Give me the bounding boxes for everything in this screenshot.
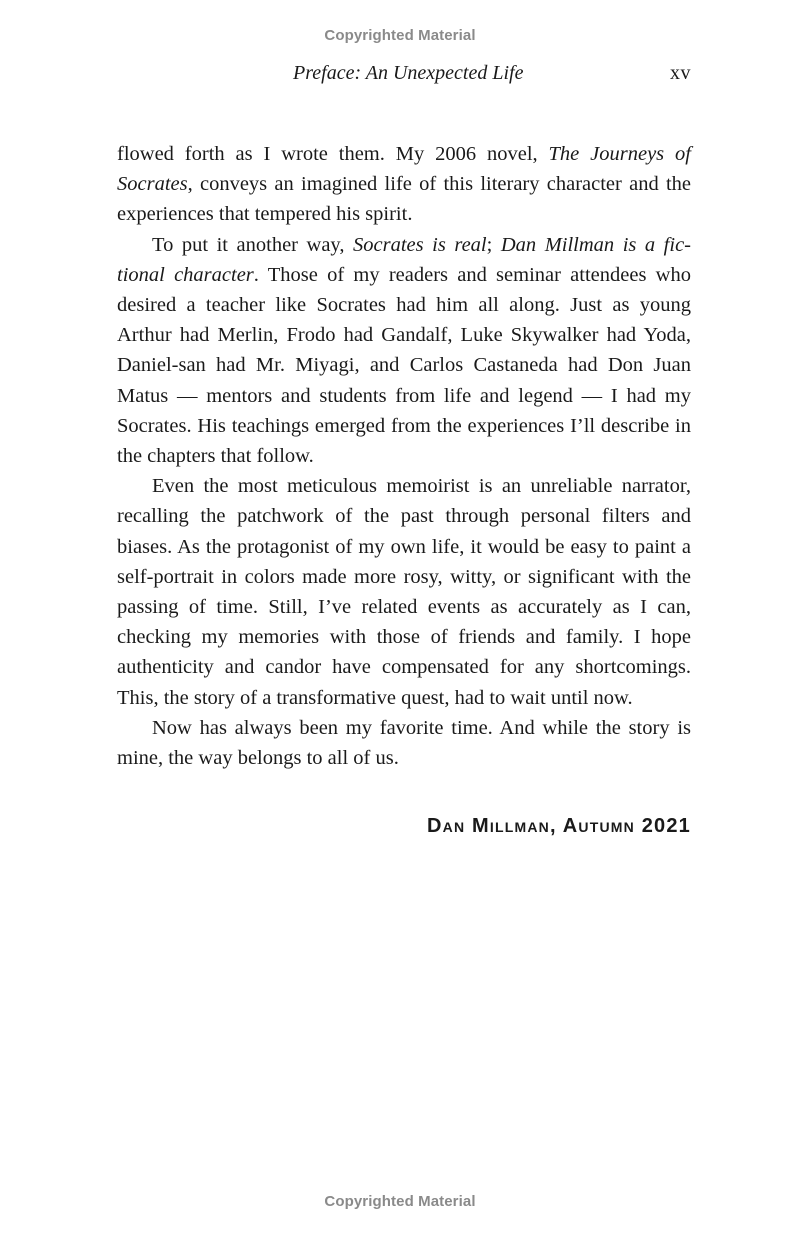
paragraph-2-text-b: ;	[486, 233, 501, 256]
paragraph-2-text-c: . Those of my readers and seminar attendees who desired a teacher like Socrates had him all along. Just as young Arthur had Merlin, Frodo had Gandalf, Luke Skywalker had Yoda, Daniel-san had Mr. Miyagi, and Carlos Castaneda had Don Juan Matus — mentors and students from life and legend — I had my Socrates. His teachings emerged from the experiences I’ll describe in the chapters that follow.	[117, 263, 691, 468]
emphasis-socrates-is-real: Socrates is real	[353, 233, 487, 256]
page-number: xv	[670, 62, 691, 84]
author-signature: Dan Millman, Autumn 2021	[427, 815, 691, 837]
paragraph-2-text-a: To put it another way,	[152, 233, 354, 256]
paragraph-1-text-b: , conveys an imagined life of this literary character and the experiences that tempered his spirit.	[117, 173, 691, 226]
running-head	[117, 62, 691, 90]
paragraph-1	[117, 139, 691, 230]
body-text	[117, 139, 691, 773]
running-head-title: Preface: An Unexpected Life	[293, 62, 524, 84]
paragraph-1-text-a: flowed forth as I wrote them. My 2006 novel,	[117, 143, 549, 165]
emphasis-fictional-character: Dan Millman is a fictional character	[117, 233, 691, 286]
copyright-watermark-bottom: Copyrighted Material	[324, 1193, 476, 1210]
copyright-watermark-top: Copyrighted Material	[324, 27, 476, 44]
paragraph-2	[117, 230, 691, 472]
paragraph-3: Even the most meticulous memoirist is an unreliable narrator, recalling the patchwork of the past through personal filters and biases. As the protagonist of my own life, it would be easy to paint a self-portrait in colors made more rosy, witty, or significant with the passing of time. Still, I’ve related events as accurately as I can, checking my memories with those of friends and family. I hope authenticity and candor have compensated for any shortcomings. This, the story of a transformative quest, had to wait until now.	[117, 475, 691, 709]
paragraph-4: Now has always been my favorite time. And while the story is mine, the way belongs to all of us.	[117, 716, 691, 770]
book-title-journeys-of-socrates: The Journeys of Socrates	[117, 143, 691, 196]
